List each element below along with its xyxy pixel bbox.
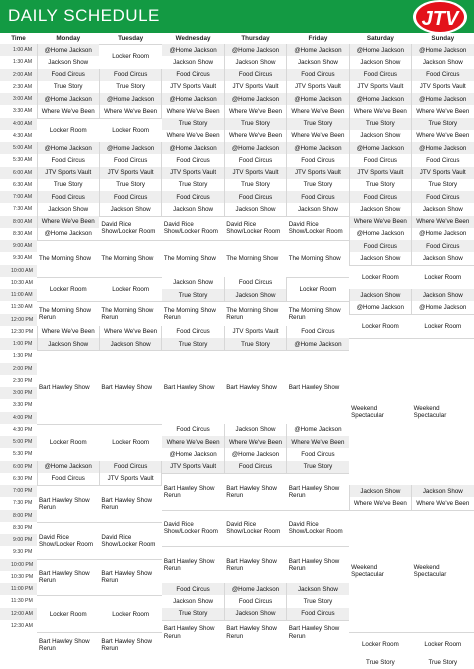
program-cell[interactable]: @Home Jackson: [412, 228, 474, 240]
program-cell[interactable]: Food Circus: [349, 154, 411, 166]
program-cell[interactable]: The Morning Show Rerun: [162, 301, 224, 326]
program-cell[interactable]: Where We've Been: [349, 497, 411, 509]
program-cell[interactable]: Bart Hawley Show Rerun: [99, 632, 161, 657]
program-cell[interactable]: Bart Hawley Show Rerun: [37, 485, 99, 522]
program-cell[interactable]: True Story: [99, 179, 161, 191]
program-cell[interactable]: Where We've Been: [349, 216, 411, 228]
day-header-monday: Monday: [37, 33, 99, 44]
program-cell[interactable]: David Rice Show/Locker Room: [99, 522, 161, 559]
program-cell[interactable]: Bart Hawley Show Rerun: [37, 559, 99, 596]
time-label: 3:00 PM: [0, 387, 37, 399]
page-title: DAILY SCHEDULE: [8, 6, 160, 26]
program-cell[interactable]: Weekend Spectacular: [349, 510, 411, 633]
time-column-header: Time: [0, 33, 37, 44]
program-cell[interactable]: True Story: [224, 118, 286, 130]
program-cell[interactable]: Weekend Spectacular: [412, 510, 474, 633]
time-label: 2:00 PM: [0, 363, 37, 375]
program-cell[interactable]: Jackson Show: [224, 289, 286, 301]
program-cell[interactable]: Jackson Show: [412, 485, 474, 497]
program-cell[interactable]: Food Circus: [99, 191, 161, 203]
time-label: 8:30 AM: [0, 228, 37, 240]
program-cell[interactable]: JTV Sports Vault: [224, 167, 286, 179]
program-cell[interactable]: Bart Hawley Show Rerun: [224, 473, 286, 510]
program-cell[interactable]: Bart Hawley Show Rerun: [224, 546, 286, 583]
program-cell[interactable]: David Rice Show/Locker Room: [224, 216, 286, 241]
program-cell[interactable]: Where We've Been: [412, 497, 474, 509]
program-cell[interactable]: @Home Jackson: [162, 93, 224, 105]
program-cell[interactable]: Food Circus: [224, 461, 286, 473]
program-cell[interactable]: Where We've Been: [412, 216, 474, 228]
program-cell[interactable]: Bart Hawley Show: [287, 350, 349, 424]
time-label: 11:30 PM: [0, 595, 37, 607]
program-cell[interactable]: JTV Sports Vault: [412, 167, 474, 179]
program-cell[interactable]: Locker Room: [99, 118, 161, 143]
program-cell[interactable]: Bart Hawley Show Rerun: [287, 473, 349, 510]
program-cell[interactable]: Locker Room: [99, 424, 161, 461]
program-cell[interactable]: JTV Sports Vault: [287, 167, 349, 179]
program-cell[interactable]: Locker Room: [37, 595, 99, 632]
program-cell[interactable]: True Story: [37, 81, 99, 93]
program-cell[interactable]: Food Circus: [162, 154, 224, 166]
program-cell[interactable]: Weekend Spectacular: [412, 338, 474, 485]
schedule-header: [0, 0, 474, 33]
program-cell[interactable]: True Story: [287, 179, 349, 191]
program-cell[interactable]: The Morning Show Rerun: [224, 301, 286, 326]
day-header-wednesday: Wednesday: [162, 33, 224, 44]
program-cell[interactable]: Jackson Show: [162, 203, 224, 215]
time-label: 7:30 AM: [0, 203, 37, 215]
program-cell[interactable]: Food Circus: [99, 461, 161, 473]
program-cell[interactable]: JTV Sports Vault: [99, 167, 161, 179]
time-label: 5:30 PM: [0, 448, 37, 460]
time-label: 5:00 AM: [0, 142, 37, 154]
program-cell[interactable]: @Home Jackson: [37, 461, 99, 473]
program-cell[interactable]: Where We've Been: [224, 436, 286, 448]
program-cell[interactable]: Jackson Show: [99, 338, 161, 350]
time-label: 8:00 AM: [0, 216, 37, 228]
program-cell[interactable]: Where We've Been: [287, 436, 349, 448]
program-cell[interactable]: JTV Sports Vault: [224, 326, 286, 338]
program-cell[interactable]: Food Circus: [412, 154, 474, 166]
program-cell[interactable]: Locker Room: [37, 277, 99, 302]
program-cell[interactable]: True Story: [162, 289, 224, 301]
program-cell[interactable]: Locker Room: [287, 277, 349, 302]
program-cell[interactable]: Jackson Show: [412, 289, 474, 301]
program-cell[interactable]: @Home Jackson: [349, 93, 411, 105]
program-cell[interactable]: @Home Jackson: [224, 142, 286, 154]
program-cell[interactable]: Bart Hawley Show Rerun: [162, 546, 224, 583]
program-cell[interactable]: Bart Hawley Show Rerun: [287, 620, 349, 645]
program-cell[interactable]: @Home Jackson: [287, 338, 349, 350]
time-label: 11:30 AM: [0, 301, 37, 313]
day-header-saturday: Saturday: [349, 33, 411, 44]
time-label: 12:00 PM: [0, 314, 37, 326]
time-label: 10:00 AM: [0, 265, 37, 277]
program-cell[interactable]: The Morning Show: [99, 240, 161, 277]
program-cell[interactable]: Food Circus: [412, 191, 474, 203]
program-cell[interactable]: Jackson Show: [99, 203, 161, 215]
program-cell[interactable]: Where We've Been: [412, 130, 474, 142]
program-cell[interactable]: @Home Jackson: [412, 93, 474, 105]
program-cell[interactable]: Food Circus: [349, 69, 411, 81]
program-cell[interactable]: Bart Hawley Show Rerun: [224, 620, 286, 645]
time-label: 1:30 PM: [0, 350, 37, 362]
time-label: 7:00 PM: [0, 485, 37, 497]
time-label: 7:00 AM: [0, 191, 37, 203]
program-cell[interactable]: JTV Sports Vault: [162, 81, 224, 93]
program-cell[interactable]: True Story: [162, 608, 224, 620]
program-cell[interactable]: Jackson Show: [37, 338, 99, 350]
program-cell[interactable]: True Story: [287, 118, 349, 130]
program-cell[interactable]: Bart Hawley Show: [99, 350, 161, 424]
program-cell[interactable]: Where We've Been: [287, 105, 349, 117]
time-label: 12:30 AM: [0, 620, 37, 632]
program-cell[interactable]: Food Circus: [99, 69, 161, 81]
program-cell[interactable]: Jackson Show: [412, 203, 474, 215]
program-cell[interactable]: Locker Room: [99, 595, 161, 632]
time-label: 9:00 PM: [0, 534, 37, 546]
program-cell[interactable]: True Story: [412, 657, 474, 669]
time-label: 2:30 PM: [0, 375, 37, 387]
program-cell[interactable]: @Home Jackson: [224, 448, 286, 460]
program-cell[interactable]: Where We've Been: [412, 105, 474, 117]
program-cell[interactable]: Food Circus: [99, 154, 161, 166]
program-cell[interactable]: True Story: [162, 179, 224, 191]
program-cell[interactable]: Jackson Show: [224, 424, 286, 436]
program-cell[interactable]: Jackson Show: [37, 56, 99, 68]
time-label: 6:30 PM: [0, 473, 37, 485]
program-cell[interactable]: Jackson Show: [224, 56, 286, 68]
program-cell[interactable]: Food Circus: [287, 154, 349, 166]
program-cell[interactable]: Jackson Show: [162, 595, 224, 607]
program-cell[interactable]: @Home Jackson: [287, 142, 349, 154]
time-label: 1:30 AM: [0, 56, 37, 68]
program-cell[interactable]: Jackson Show: [412, 56, 474, 68]
time-label: 9:00 AM: [0, 240, 37, 252]
program-cell[interactable]: @Home Jackson: [287, 93, 349, 105]
program-cell[interactable]: Jackson Show: [162, 56, 224, 68]
program-cell[interactable]: Jackson Show: [349, 485, 411, 497]
time-label: 6:00 PM: [0, 461, 37, 473]
program-cell[interactable]: Jackson Show: [224, 608, 286, 620]
program-cell[interactable]: JTV Sports Vault: [224, 81, 286, 93]
day-header-thursday: Thursday: [224, 33, 286, 44]
time-label: 6:30 AM: [0, 179, 37, 191]
program-cell[interactable]: Bart Hawley Show: [37, 350, 99, 424]
program-cell[interactable]: David Rice Show/Locker Room: [99, 216, 161, 241]
program-cell[interactable]: The Morning Show Rerun: [37, 301, 99, 326]
program-cell[interactable]: Food Circus: [37, 154, 99, 166]
program-cell[interactable]: Jackson Show: [287, 583, 349, 595]
program-cell[interactable]: @Home Jackson: [224, 44, 286, 56]
program-cell[interactable]: Where We've Been: [287, 130, 349, 142]
program-cell[interactable]: Food Circus: [412, 240, 474, 252]
time-label: 10:30 PM: [0, 571, 37, 583]
program-cell[interactable]: @Home Jackson: [99, 93, 161, 105]
program-cell[interactable]: Food Circus: [287, 448, 349, 460]
program-cell[interactable]: Locker Room: [349, 314, 411, 339]
program-cell[interactable]: Bart Hawley Show Rerun: [162, 473, 224, 510]
program-cell[interactable]: True Story: [162, 118, 224, 130]
program-cell[interactable]: Food Circus: [287, 608, 349, 620]
program-cell[interactable]: David Rice Show/Locker Room: [287, 510, 349, 547]
program-cell[interactable]: True Story: [287, 461, 349, 473]
program-cell[interactable]: Jackson Show: [349, 130, 411, 142]
program-cell[interactable]: Food Circus: [162, 583, 224, 595]
time-label: 5:00 PM: [0, 436, 37, 448]
time-label: 11:00 PM: [0, 583, 37, 595]
program-cell[interactable]: Locker Room: [349, 632, 411, 657]
program-cell[interactable]: JTV Sports Vault: [162, 167, 224, 179]
program-cell[interactable]: JTV Sports Vault: [99, 473, 161, 485]
program-cell[interactable]: Bart Hawley Show Rerun: [287, 546, 349, 583]
program-cell[interactable]: @Home Jackson: [224, 583, 286, 595]
program-cell[interactable]: @Home Jackson: [349, 301, 411, 313]
program-cell[interactable]: The Morning Show: [162, 240, 224, 277]
time-label: 10:30 AM: [0, 277, 37, 289]
program-cell[interactable]: True Story: [349, 179, 411, 191]
program-cell[interactable]: Locker Room: [412, 265, 474, 290]
time-label: 2:00 AM: [0, 69, 37, 81]
time-label: 1:00 PM: [0, 338, 37, 350]
program-cell[interactable]: Where We've Been: [37, 216, 99, 228]
time-label: 3:30 PM: [0, 399, 37, 411]
program-cell[interactable]: JTV Sports Vault: [37, 167, 99, 179]
program-cell[interactable]: Locker Room: [412, 632, 474, 657]
program-cell[interactable]: Where We've Been: [224, 130, 286, 142]
program-cell[interactable]: The Morning Show: [287, 240, 349, 277]
program-cell[interactable]: @Home Jackson: [99, 142, 161, 154]
program-cell[interactable]: JTV Sports Vault: [287, 81, 349, 93]
program-cell[interactable]: Where We've Been: [162, 105, 224, 117]
program-cell[interactable]: Food Circus: [287, 69, 349, 81]
program-cell[interactable]: Bart Hawley Show: [224, 350, 286, 424]
program-cell[interactable]: @Home Jackson: [162, 44, 224, 56]
program-cell[interactable]: Locker Room: [37, 424, 99, 461]
program-cell[interactable]: David Rice Show/Locker Room: [162, 216, 224, 241]
program-cell[interactable]: Locker Room: [37, 118, 99, 143]
program-cell[interactable]: The Morning Show: [37, 240, 99, 277]
program-cell[interactable]: @Home Jackson: [412, 301, 474, 313]
time-label: 12:30 PM: [0, 326, 37, 338]
program-cell[interactable]: @Home Jackson: [162, 142, 224, 154]
time-label: 3:00 AM: [0, 93, 37, 105]
time-label: 4:00 AM: [0, 118, 37, 130]
program-cell[interactable]: Jackson Show: [287, 56, 349, 68]
program-cell[interactable]: David Rice Show/Locker Room: [162, 510, 224, 547]
program-cell[interactable]: JTV Sports Vault: [162, 461, 224, 473]
program-cell[interactable]: True Story: [349, 118, 411, 130]
program-cell[interactable]: Food Circus: [412, 69, 474, 81]
program-cell[interactable]: Jackson Show: [287, 203, 349, 215]
program-cell[interactable]: Where We've Been: [99, 326, 161, 338]
program-cell[interactable]: @Home Jackson: [349, 142, 411, 154]
program-cell[interactable]: Where We've Been: [162, 130, 224, 142]
time-label: 7:30 PM: [0, 497, 37, 509]
program-cell[interactable]: True Story: [287, 595, 349, 607]
program-cell[interactable]: Food Circus: [162, 424, 224, 436]
program-cell[interactable]: @Home Jackson: [349, 228, 411, 240]
program-cell[interactable]: The Morning Show: [224, 240, 286, 277]
program-cell[interactable]: Jackson Show: [349, 289, 411, 301]
program-cell[interactable]: Food Circus: [162, 191, 224, 203]
time-label: 4:30 AM: [0, 130, 37, 142]
program-cell[interactable]: Locker Room: [99, 44, 161, 69]
program-cell[interactable]: Food Circus: [162, 69, 224, 81]
program-cell[interactable]: @Home Jackson: [287, 44, 349, 56]
program-cell[interactable]: True Story: [224, 338, 286, 350]
program-cell[interactable]: David Rice Show/Locker Room: [287, 216, 349, 241]
day-header-tuesday: Tuesday: [99, 33, 161, 44]
time-label: 11:00 AM: [0, 289, 37, 301]
program-cell[interactable]: Jackson Show: [37, 203, 99, 215]
program-cell[interactable]: David Rice Show/Locker Room: [224, 510, 286, 547]
program-cell[interactable]: @Home Jackson: [37, 93, 99, 105]
program-cell[interactable]: Jackson Show: [224, 203, 286, 215]
jtv-logo: [412, 0, 468, 36]
program-cell[interactable]: Food Circus: [37, 191, 99, 203]
program-cell[interactable]: Food Circus: [37, 69, 99, 81]
time-label: 3:30 AM: [0, 105, 37, 117]
program-cell[interactable]: Food Circus: [287, 191, 349, 203]
program-cell[interactable]: @Home Jackson: [37, 228, 99, 240]
logo-text: JTV: [422, 8, 460, 30]
time-label: 1:00 AM: [0, 44, 37, 56]
program-cell[interactable]: @Home Jackson: [37, 44, 99, 56]
program-cell[interactable]: Locker Room: [412, 314, 474, 339]
program-cell[interactable]: Food Circus: [224, 69, 286, 81]
schedule-grid: [0, 33, 474, 623]
program-cell[interactable]: @Home Jackson: [162, 448, 224, 460]
program-cell[interactable]: @Home Jackson: [412, 44, 474, 56]
program-cell[interactable]: Food Circus: [224, 277, 286, 289]
time-label: 8:00 PM: [0, 510, 37, 522]
program-cell[interactable]: Locker Room: [349, 265, 411, 290]
program-cell[interactable]: @Home Jackson: [412, 142, 474, 154]
program-cell[interactable]: Locker Room: [99, 277, 161, 302]
program-cell[interactable]: Food Circus: [349, 191, 411, 203]
time-label: 4:00 PM: [0, 412, 37, 424]
program-cell[interactable]: David Rice Show/Locker Room: [37, 522, 99, 559]
program-cell[interactable]: Bart Hawley Show Rerun: [37, 632, 99, 657]
program-cell[interactable]: Where We've Been: [162, 436, 224, 448]
program-cell[interactable]: JTV Sports Vault: [412, 81, 474, 93]
time-label: 6:00 AM: [0, 167, 37, 179]
program-cell[interactable]: @Home Jackson: [287, 424, 349, 436]
program-cell[interactable]: Jackson Show: [162, 277, 224, 289]
program-cell[interactable]: @Home Jackson: [37, 142, 99, 154]
day-header-friday: Friday: [287, 33, 349, 44]
program-cell[interactable]: @Home Jackson: [349, 44, 411, 56]
program-cell[interactable]: Jackson Show: [349, 56, 411, 68]
program-cell[interactable]: Jackson Show: [412, 252, 474, 264]
program-cell[interactable]: JTV Sports Vault: [349, 81, 411, 93]
day-header-sunday: Sunday: [412, 33, 474, 44]
program-cell[interactable]: Jackson Show: [349, 203, 411, 215]
program-cell[interactable]: Food Circus: [224, 191, 286, 203]
program-cell[interactable]: JTV Sports Vault: [349, 167, 411, 179]
program-cell[interactable]: Where We've Been: [224, 105, 286, 117]
program-cell[interactable]: @Home Jackson: [224, 93, 286, 105]
time-label: 9:30 PM: [0, 546, 37, 558]
program-cell[interactable]: True Story: [37, 179, 99, 191]
time-label: 12:00 AM: [0, 608, 37, 620]
program-cell[interactable]: Weekend Spectacular: [349, 338, 411, 485]
program-cell[interactable]: Food Circus: [224, 154, 286, 166]
program-cell[interactable]: Food Circus: [37, 473, 99, 485]
time-label: 4:30 PM: [0, 424, 37, 436]
time-label: 2:30 AM: [0, 81, 37, 93]
program-cell[interactable]: The Morning Show Rerun: [287, 301, 349, 326]
program-cell[interactable]: True Story: [224, 179, 286, 191]
program-cell[interactable]: True Story: [349, 657, 411, 669]
program-cell[interactable]: True Story: [412, 179, 474, 191]
program-cell[interactable]: Food Circus: [349, 240, 411, 252]
program-cell[interactable]: Where We've Been: [99, 105, 161, 117]
time-label: 5:30 AM: [0, 154, 37, 166]
program-cell[interactable]: Where We've Been: [349, 105, 411, 117]
program-cell[interactable]: Food Circus: [224, 595, 286, 607]
program-cell[interactable]: Bart Hawley Show Rerun: [162, 620, 224, 645]
program-cell[interactable]: The Morning Show Rerun: [99, 301, 161, 326]
program-cell[interactable]: Bart Hawley Show Rerun: [99, 485, 161, 522]
program-cell[interactable]: True Story: [99, 81, 161, 93]
program-cell[interactable]: Food Circus: [287, 326, 349, 338]
program-cell[interactable]: Food Circus: [162, 326, 224, 338]
program-cell[interactable]: True Story: [412, 118, 474, 130]
program-cell[interactable]: Jackson Show: [349, 252, 411, 264]
program-cell[interactable]: Bart Hawley Show: [162, 350, 224, 424]
program-cell[interactable]: True Story: [162, 338, 224, 350]
time-label: 9:30 AM: [0, 252, 37, 264]
program-cell[interactable]: Bart Hawley Show Rerun: [99, 559, 161, 596]
time-label: 10:00 PM: [0, 559, 37, 571]
program-cell[interactable]: Where We've Been: [37, 105, 99, 117]
time-label: 8:30 PM: [0, 522, 37, 534]
program-cell[interactable]: Where We've Been: [37, 326, 99, 338]
